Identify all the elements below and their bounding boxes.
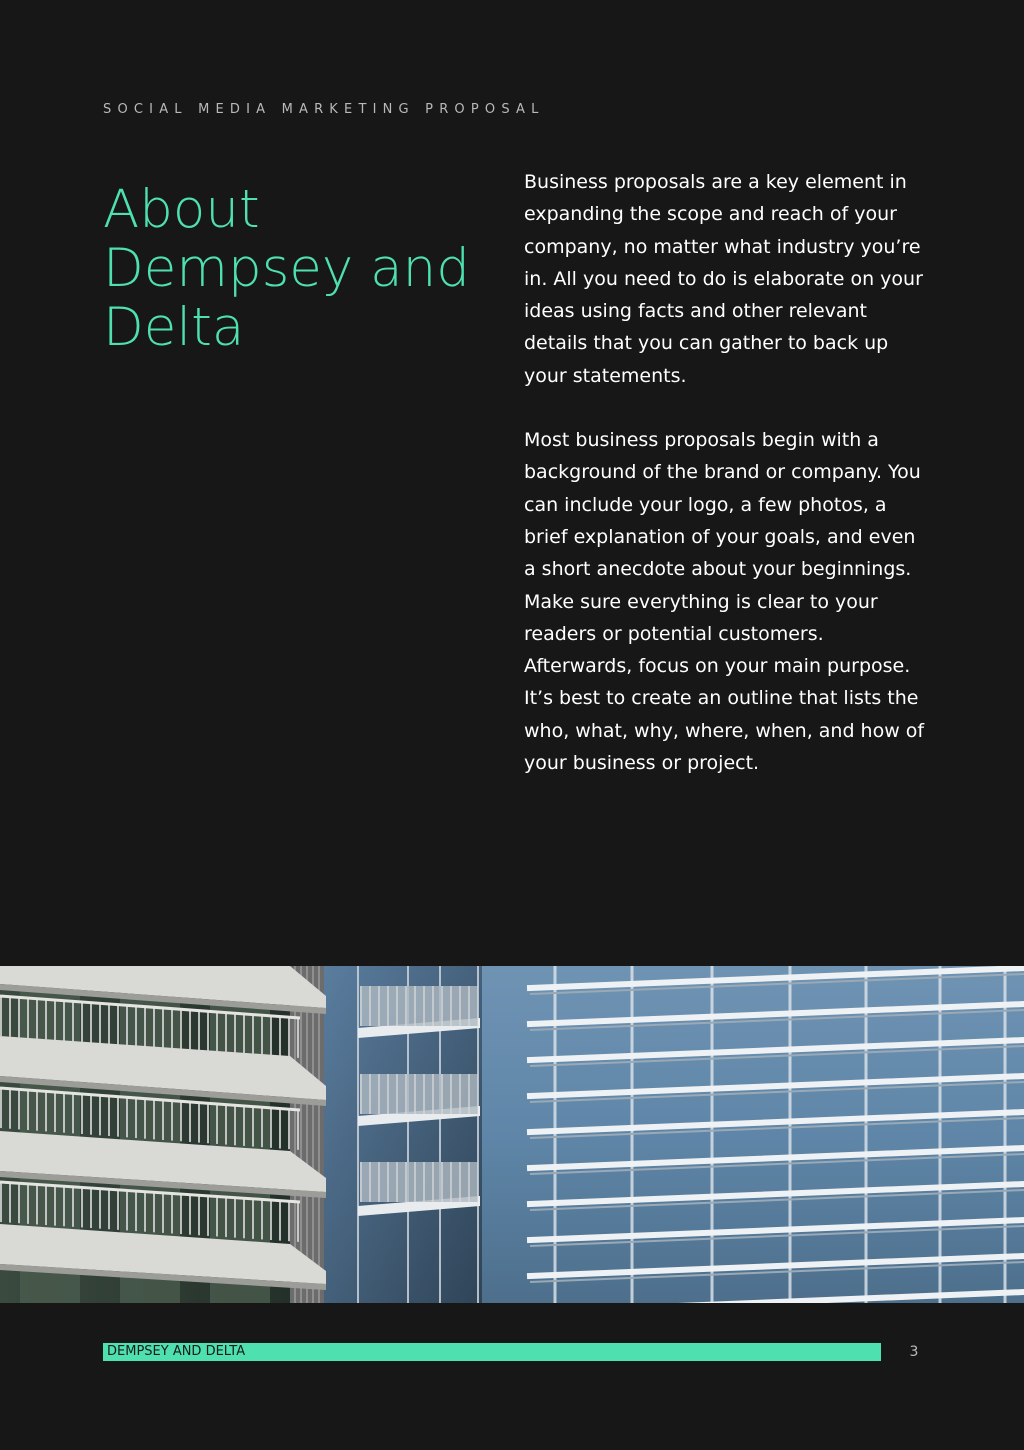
section-title: About Dempsey and Delta (103, 179, 470, 358)
body-paragraph: Business proposals are a key element in expanding the scope and reach of your company, no matter what industry you’re in. All you need to do is elaborate on your ideas using facts and other relevant details that you can gather to back up your statements. (524, 171, 923, 387)
footer-brand-bar (103, 1343, 881, 1361)
section-body (524, 166, 932, 811)
body-paragraph: Most business proposals begin with a background of the brand or company. You can include your logo, a few photos, a brief explanation of your goals, and even a short anecdote about your beginnings. Make sure everything is clear to your readers or potential customers. Afterwards, focus on your main purpose. It’s best to create an outline that lists the who, what, why, where, when, and how of your business or project. (524, 429, 925, 775)
document-kicker: SOCIAL MEDIA MARKETING PROPOSAL (103, 102, 545, 117)
building-facade-photo (0, 966, 1024, 1303)
page-number: 3 (909, 1344, 919, 1360)
footer-brand: DEMPSEY AND DELTA (107, 1344, 246, 1359)
